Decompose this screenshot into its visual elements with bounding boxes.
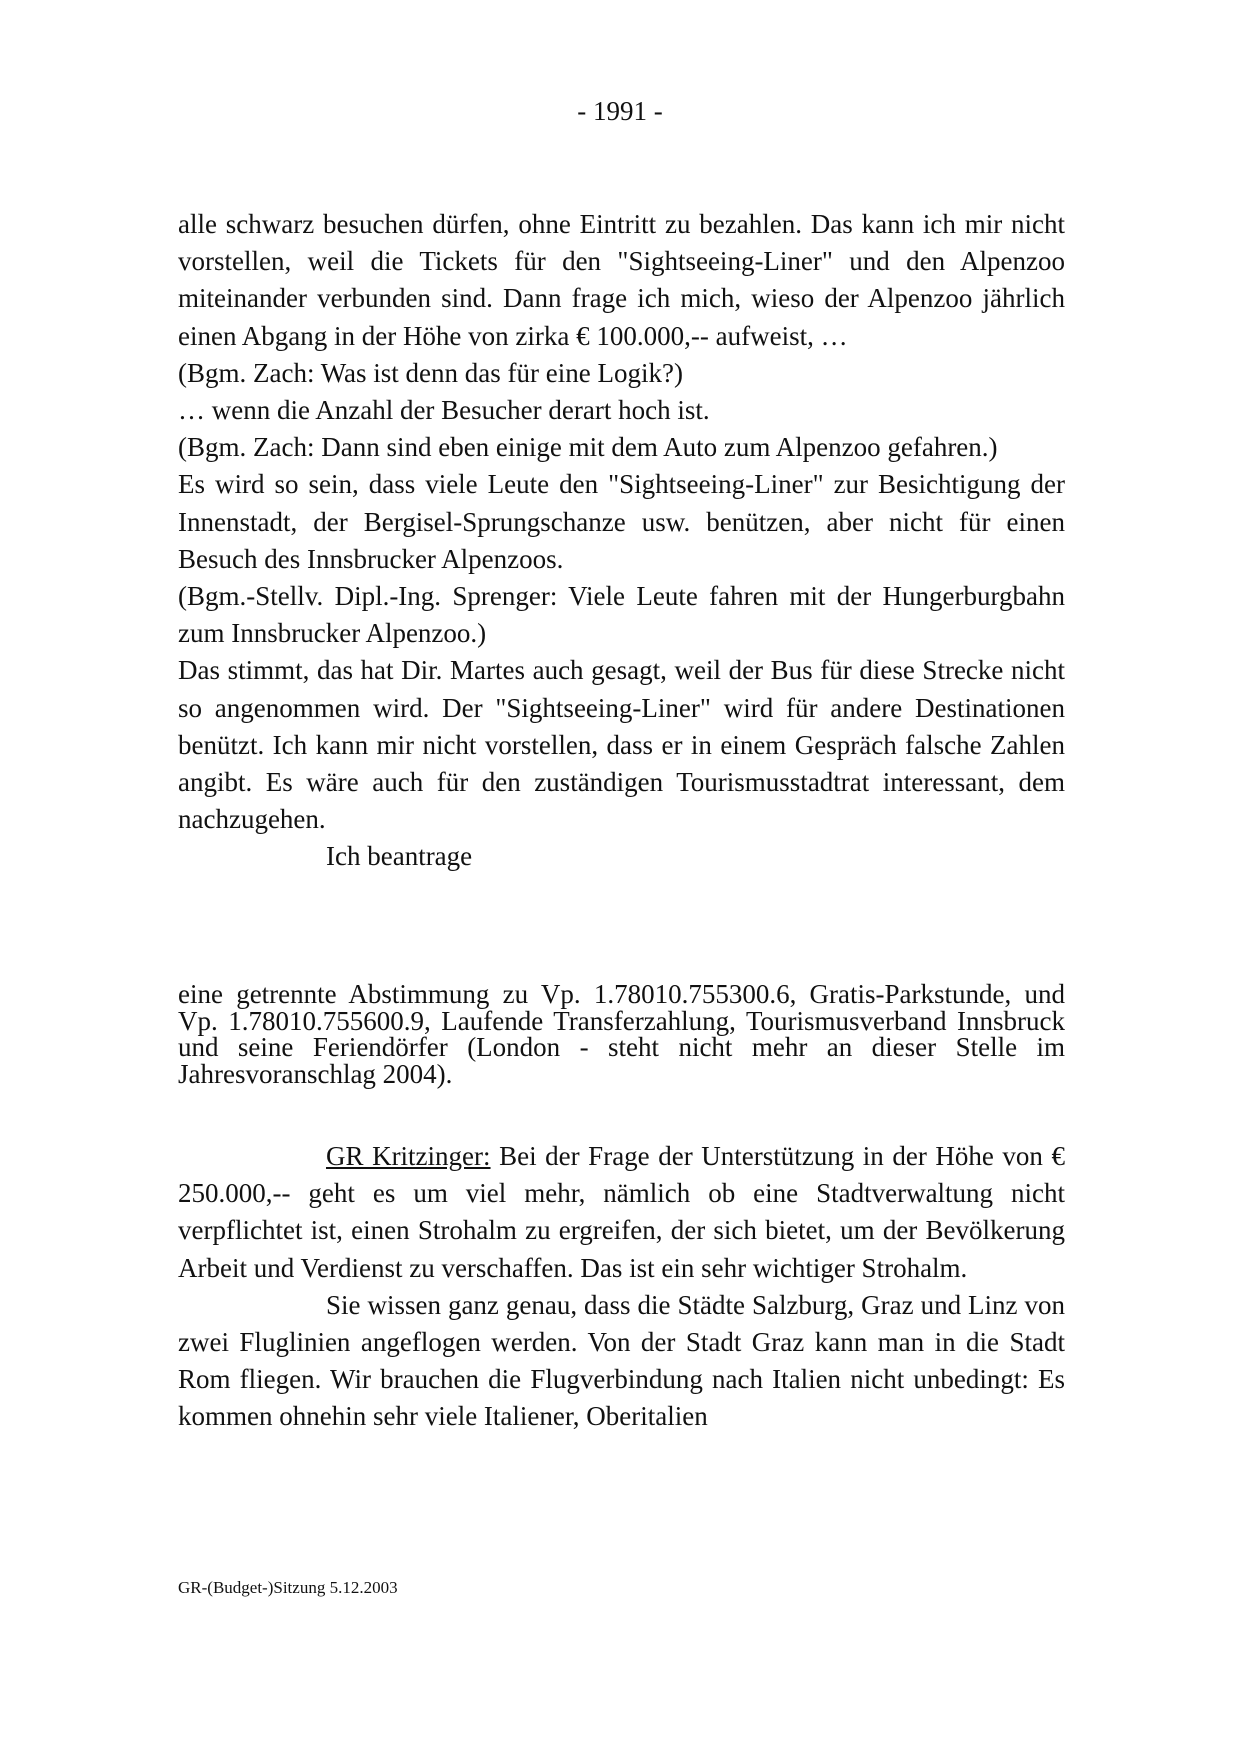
interjection: (Bgm.-Stellv. Dipl.-Ing. Sprenger: Viele Leute fahren mit der Hungerburgbahn zum Innsbrucker Alpenzoo.) [178, 581, 1065, 649]
text-block-bottom [178, 1138, 1065, 1436]
motion-intro: Ich beantrage [326, 841, 473, 872]
paragraph: … wenn die Anzahl der Besucher derart hoch ist. [178, 395, 710, 426]
footer-session-label: GR-(Budget-)Sitzung 5.12.2003 [178, 1578, 398, 1597]
page-number: - 1991 - [577, 96, 663, 126]
paragraph: eine getrennte Abstimmung zu Vp. 1.78010.755300.6, Gratis-Parkstunde, und Vp. 1.78010.755600.9, Laufende Transferzahlung, Tourismusverband Innsbruck und seine Feriendörfer (London - steht nicht mehr an dieser Stelle im Jahresvoranschlag 2004). [178, 979, 1065, 1089]
speaker-name: GR Kritzinger: [326, 1141, 491, 1171]
interjection: (Bgm. Zach: Dann sind eben einige mit dem Auto zum Alpenzoo gefahren.) [178, 432, 998, 463]
paragraph: Es wird so sein, dass viele Leute den "Sightseeing-Liner" zur Besichtigung der Innenstadt, der Bergisel-Sprungschanze usw. benützen, aber nicht für einen Besuch des Innsbrucker Alpenzoos. [178, 469, 1065, 574]
speaker-statement: Bei der Frage der Unterstützung in der Höhe von € 250.000,-- geht es um viel mehr, nämlich ob eine Stadtverwaltung nicht verpflichtet ist, einen Strohalm zu ergreifen, der sich bietet, um der Bevölkerung Arbeit und Verdienst zu verschaffen. Das ist ein sehr wichtiger Strohalm. [178, 1141, 1065, 1283]
text-block-top [178, 206, 1065, 876]
paragraph: alle schwarz besuchen dürfen, ohne Eintritt zu bezahlen. Das kann ich mir nicht vorstellen, weil die Tickets für den "Sightseeing-Liner" und den Alpenzoo miteinander verbunden sind. Dann frage ich mich, wieso der Alpenzoo jährlich einen Abgang in der Höhe von zirka € 100.000,-- aufweist, … [178, 209, 1065, 351]
paragraph: Das stimmt, das hat Dir. Martes auch gesagt, weil der Bus für diese Strecke nicht so angenommen wird. Der "Sightseeing-Liner" wird für andere Destinationen benützt. Ich kann mir nicht vorstellen, dass er in einem Gespräch falsche Zahlen angibt. Es wäre auch für den zuständigen Tourismusstadtrat interessant, dem nachzugehen. [178, 655, 1065, 835]
interjection: (Bgm. Zach: Was ist denn das für eine Logik?) [178, 357, 683, 388]
paragraph: Sie wissen ganz genau, dass die Städte Salzburg, Graz und Linz von zwei Fluglinien angeflogen werden. Von der Stadt Graz kann man in die Stadt Rom fliegen. Wir brauchen die Flugverbindung nach Italien nicht unbedingt: Es kommen ohnehin sehr viele Italiener, Oberitalien [178, 1289, 1065, 1432]
speaker-paragraph [178, 1138, 1065, 1287]
motion-text [178, 981, 1065, 1087]
